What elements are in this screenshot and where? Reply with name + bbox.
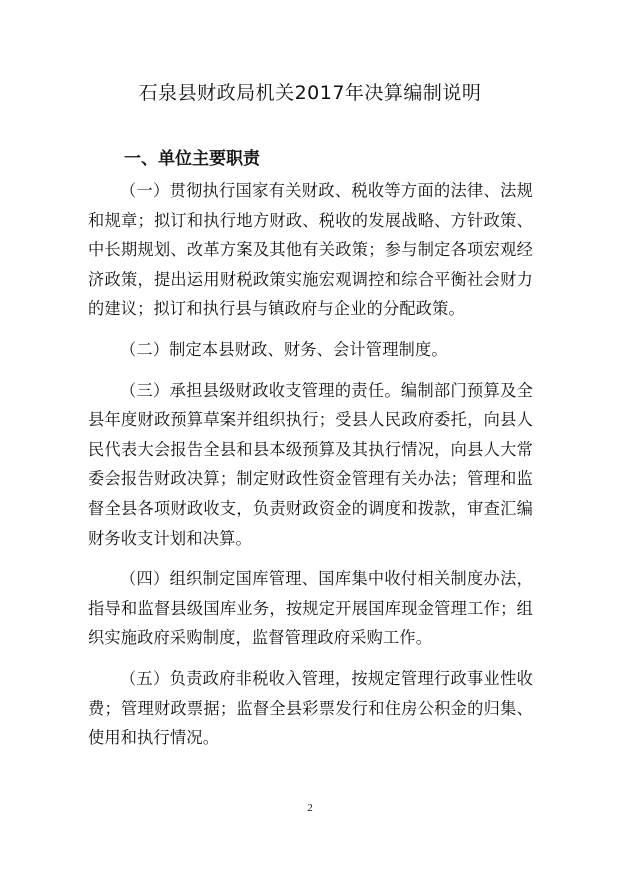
page-number: 2 — [307, 802, 313, 814]
document-title: 石泉县财政局机关2017年决算编制说明 — [138, 82, 482, 104]
paragraph-2: （二）制定本县财政、财务、会计管理制度。 — [120, 339, 448, 359]
paragraph-1: （一）贯彻执行国家有关财政、税收等方面的法律、法规和规章；拟订和执行地方财政、税收的发展战略、方针政策、中长期规划、改革方案及其他有关政策；参与制定各项宏观经济政策，提出运用财税政策实施宏观调控和综合平衡社会财力的建议；拟订和执行县与镇政府与企业的分配政策。 — [88, 181, 533, 319]
paragraph-4: （四）组织制定国库管理、国库集中收付相关制度办法，指导和监督县级国库业务，按规定开展国库现金管理工作；组织实施政府采购制度，监督管理政府采购工作。 — [88, 569, 533, 648]
section-heading: 一、单位主要职责 — [124, 149, 260, 169]
paragraph-5: （五）负责政府非税收入管理，按规定管理行政事业性收费；管理财政票据；监督全县彩票发行和住房公积金的归集、使用和执行情况。 — [88, 668, 533, 748]
paragraph-3: （三）承担县级财政收支管理的责任。编制部门预算及全县年度财政预算草案并组织执行；受县人民政府委托，向县人民代表大会报告全县和县本级预算及其执行情况，向县人大常委会报告财政决算；制定财政性资金管理有关办法；管理和监督全县各项财政收支，负责财政资金的调度和拨款，审查汇编财务收支计划和决算。 — [88, 380, 533, 548]
document-body — [88, 176, 533, 764]
